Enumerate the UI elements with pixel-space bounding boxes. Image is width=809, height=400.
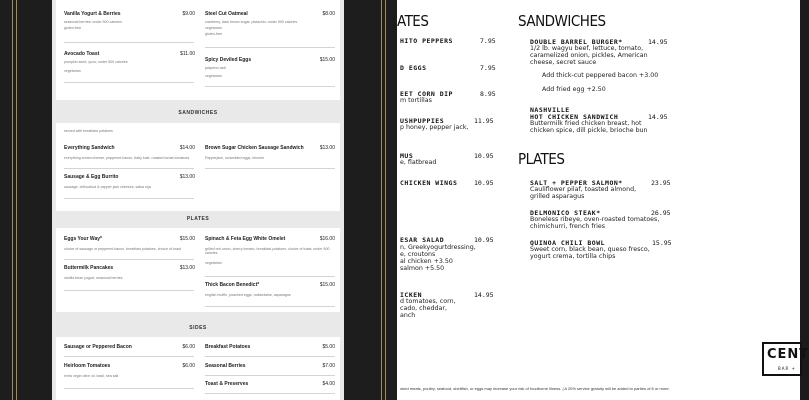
menu-item <box>64 236 181 251</box>
menu-item-desc: m tortillas <box>400 97 432 104</box>
item-name: Thick Bacon Benedict* <box>205 282 260 288</box>
menu-addon: Add thick-cut peppered bacon +3.00 <box>542 72 659 79</box>
menu-item-desc: e, flatbread <box>400 159 437 166</box>
item-price: $5.00 <box>322 344 335 350</box>
menu-item <box>205 11 297 36</box>
item-tag: gluten-free <box>64 26 82 30</box>
menu-item-desc: p honey, pepper jack, <box>400 124 469 131</box>
item-name: Spicy Deviled Eggs <box>205 57 252 63</box>
section-title-sides: SIDES <box>189 325 207 331</box>
menu-item-name: D EGGS <box>400 64 427 72</box>
menu-item-price: 10.95 <box>474 179 494 187</box>
menu-item-desc: cado, cheddar, <box>400 305 447 312</box>
item-desc: pumpkin seed, yuzu; under 500 calories <box>64 60 128 64</box>
menu-item-name: HITO PEPPERS <box>400 37 453 45</box>
item-desc: english muffin, poached eggs, hollandaise, asparagus <box>205 293 291 297</box>
dinner-menu-page <box>397 0 800 400</box>
item-tag: vegetarian <box>205 261 222 265</box>
menu-item-name: EET CORN DIP <box>400 90 453 98</box>
menu-footnote: oked meats, poultry, seafood, shellfish, or eggs may increase your risk of foodborne illness. | A 20% service gratuity will be added to parties of 6 or more. <box>400 386 670 391</box>
menu-item-price: 15.95 <box>652 239 672 247</box>
menu-item-desc: al chicken +3.50 <box>400 258 453 265</box>
divider <box>64 356 194 357</box>
menu-item <box>205 381 248 387</box>
item-name: Avocado Toast <box>64 51 100 57</box>
item-desc: vanilla bean yogurt, seasonal berries <box>64 276 123 280</box>
item-name: Eggs Your Way* <box>64 236 102 242</box>
item-price: $4.00 <box>322 381 335 387</box>
menu-item-name: DELMONICO STEAK* <box>530 209 601 217</box>
menu-item-desc: 1/2 lb. wagyu beef, lettuce, tomato, <box>530 45 644 52</box>
item-name: Vanilla Yogurt & Berries <box>64 11 121 17</box>
menu-item-desc: anch <box>400 312 416 319</box>
menu-item-desc: grilled asparagus <box>530 193 585 200</box>
menu-item <box>205 145 304 160</box>
menu-item-desc: yogurt crema, tortilla chips <box>530 253 616 260</box>
menu-item-desc: caramelized onion, pickles, American <box>530 52 648 59</box>
item-price: $11.00 <box>180 51 195 57</box>
item-tag: vegetarian <box>205 26 222 30</box>
decor-stripe <box>16 0 17 400</box>
logo-subtext: BAR + <box>778 366 796 371</box>
item-name: Sausage or Peppered Bacon <box>64 344 132 350</box>
item-name: Steel Cut Oatmeal <box>205 11 248 17</box>
item-name: Buttermilk Pancakes <box>64 265 114 271</box>
item-name: Sausage & Egg Burrito <box>64 174 119 180</box>
divider <box>205 47 335 48</box>
item-price: $13.00 <box>179 265 195 271</box>
decor-stripe <box>385 0 386 400</box>
item-price: $8.00 <box>322 11 335 17</box>
item-price: $6.00 <box>182 344 195 350</box>
item-name: Seasonal Berries <box>205 363 246 369</box>
menu-item-name: ESAR SALAD <box>400 236 445 244</box>
menu-item-name: MUS <box>400 152 414 160</box>
menu-item-price: 7.95 <box>480 37 496 45</box>
divider <box>205 86 335 87</box>
menu-item-price: 14.95 <box>648 38 668 46</box>
item-name: Spinach & Feta Egg White Omelet <box>205 236 286 242</box>
menu-item-name: SALT + PEPPER SALMON* <box>530 179 623 187</box>
divider <box>64 388 194 389</box>
divider <box>205 168 335 169</box>
menu-item-price: 11.95 <box>474 117 494 125</box>
item-name: Heirloom Tomatoes <box>64 363 111 369</box>
item-desc: jalapeno aioli <box>205 66 226 70</box>
divider <box>64 259 194 260</box>
menu-item-price: 10.95 <box>474 236 494 244</box>
item-price: $7.00 <box>322 363 335 369</box>
menu-item-desc: Sweet corn, black bean, queso fresco, <box>530 246 650 253</box>
logo-text: CENT <box>767 347 809 362</box>
divider <box>205 276 335 277</box>
menu-item-desc: chicken spice, dill pickle, brioche bun <box>530 127 648 134</box>
menu-item <box>205 344 250 350</box>
item-price: $9.00 <box>182 11 195 17</box>
menu-item-desc: salmon +5.50 <box>400 265 445 272</box>
menu-item-name: ICKEN <box>400 291 423 299</box>
menu-item-desc: Boneless ribeye, oven-roasted tomatoes, <box>530 216 660 223</box>
menu-item-desc: Buttermilk fried chicken breast, hot <box>530 120 642 127</box>
item-price: $15.00 <box>319 57 335 63</box>
restaurant-logo <box>762 342 809 376</box>
item-desc: seasonal berries; under 500 calories <box>64 20 122 24</box>
menu-item <box>64 265 123 280</box>
section-title-sandwiches: SANDWICHES <box>178 110 218 116</box>
menu-item-name: NASHVILLE <box>530 106 570 114</box>
divider <box>205 306 335 307</box>
menu-item-name: CHICKEN WINGS <box>400 179 458 187</box>
decor-stripe <box>381 0 382 400</box>
menu-item-name: QUINOA CHILI BOWL <box>530 239 606 247</box>
item-price: $13.00 <box>319 145 335 151</box>
item-desc: Pepperjack, scrambled eggs, brioche <box>205 156 265 160</box>
menu-item <box>64 363 118 378</box>
menu-item-price: 26.95 <box>651 209 671 217</box>
menu-item-desc: chimichurri, french fries <box>530 223 606 230</box>
menu-item <box>64 51 128 73</box>
section-title-plates-dinner: PLATES <box>518 150 565 168</box>
menu-item <box>64 344 132 350</box>
item-name: Toast & Preserves <box>205 381 249 387</box>
item-desc: extra virgin olive oil, basil, sea salt <box>64 374 119 378</box>
divider <box>205 356 335 357</box>
divider <box>64 82 194 83</box>
menu-item <box>205 363 246 369</box>
item-price: $15.00 <box>179 236 195 242</box>
section-title-starters: ATES <box>397 12 429 30</box>
menu-item-price: 14.95 <box>474 291 494 299</box>
item-price: $16.00 <box>319 236 335 242</box>
section-title-plates: PLATES <box>186 216 210 222</box>
section-note: served with breakfast potatoes <box>64 129 113 133</box>
item-name: Brown Sugar Chicken Sausage Sandwich <box>205 145 304 151</box>
item-name: Breakfast Potatoes <box>205 344 251 350</box>
section-title-sandwiches-dinner: SANDWICHES <box>518 12 606 30</box>
menu-item <box>64 174 151 189</box>
menu-item <box>64 11 122 30</box>
divider <box>205 375 335 376</box>
item-price: $6.00 <box>182 363 195 369</box>
divider <box>64 168 194 169</box>
divider <box>64 290 194 291</box>
menu-item-price: 23.95 <box>651 179 671 187</box>
menu-item-price: 14.95 <box>648 113 668 121</box>
menu-item-price: 10.95 <box>474 152 494 160</box>
item-tag: vegetarian <box>205 74 222 78</box>
menu-item <box>205 282 291 297</box>
menu-item-desc: cheese, secret sauce <box>530 59 597 66</box>
menu-item-price: 7.95 <box>480 64 496 72</box>
item-desc: grilled red onion, cherry tomato, breakfast potatoes, choice of toast; under 500 calories <box>205 247 330 255</box>
item-desc: sausage, chihuahua & pepper jack cheeses, salsa roja <box>64 185 151 189</box>
decor-stripe <box>12 0 13 400</box>
menu-item-name: HOT CHICKEN SANDWICH <box>530 113 619 121</box>
divider <box>64 42 194 43</box>
item-price: $13.00 <box>179 174 195 180</box>
item-desc: everything cream cheese, peppered bacon, baby kale, roasted tomat tomatoes <box>64 156 190 160</box>
divider <box>205 393 335 394</box>
item-tag: vegetarian <box>64 69 81 73</box>
menu-item-desc: d tomatoes, corn, <box>400 298 456 305</box>
menu-item-price: 8.95 <box>480 90 496 98</box>
item-name: Everything Sandwich <box>64 145 115 151</box>
menu-item-name: DOUBLE BARREL BURGER* <box>530 38 623 46</box>
menu-item <box>205 57 251 78</box>
menu-addon: Add fried egg +2.50 <box>542 86 606 93</box>
menu-item-desc: Cauliflower pilaf, toasted almond, <box>530 186 637 193</box>
menu-item-name: USHPUPPIES <box>400 117 445 125</box>
item-price: $14.00 <box>179 145 195 151</box>
item-desc: choice of sausage or peppered bacon, breakfast potatoes, choice of toast <box>64 247 181 251</box>
item-price: $15.00 <box>319 282 335 288</box>
divider <box>64 198 194 199</box>
menu-item-desc: e, croutons <box>400 251 436 258</box>
item-desc: cranberry, dark brown sugar, pistachio; under 500 calories <box>205 20 298 24</box>
item-tag: gluten-free <box>205 32 223 36</box>
menu-item-desc: n, Greekyogurtdressing, <box>400 244 476 251</box>
